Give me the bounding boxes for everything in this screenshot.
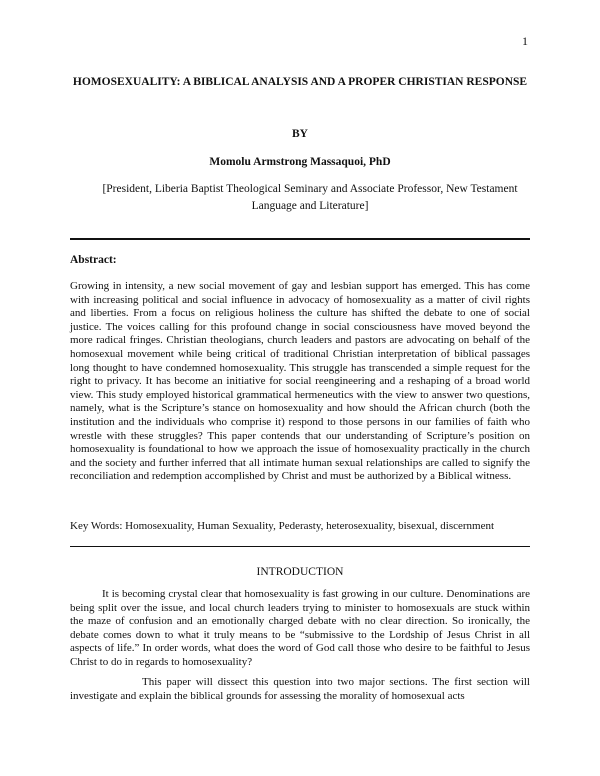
section-divider-thick: [70, 238, 530, 240]
page-number: 1: [522, 34, 528, 48]
author-affiliation: [President, Liberia Baptist Theological Seminary and Associate Professor, New Testament Language and Literature]: [102, 183, 518, 212]
abstract-heading: Abstract:: [70, 254, 117, 266]
paper-title: HOMOSEXUALITY: A BIBLICAL ANALYSIS AND A PROPER CHRISTIAN RESPONSE: [72, 76, 528, 88]
introduction-heading: INTRODUCTION: [256, 566, 344, 578]
author-name: Momolu Armstrong Massaquoi, PhD: [209, 156, 391, 168]
keywords: Key Words: Homosexuality, Human Sexuality, Pederasty, heterosexuality, bisexual, discernment: [70, 520, 495, 532]
abstract-body: Growing in intensity, a new social movement of gay and lesbian support has emerged. This has come with increasing political and social influence in advocacy of homosexuality as a matter of civil rights and liberties. From a focus on religious holiness the culture has shifted the debate to one of social justice. The voices calling for this profound change in social consciousness have moved beyond the more radical fringes. Christian theologians, church leaders and pastors are advocating on behalf of the homosexual movement while being critical of traditional Christian interpretation of biblical passages long thought to have condemned homosexuality. This struggle has transcended a simple request for the right to privacy. It has become an initiative for social reengineering and a reshaping of a broad world view. This study employed historical grammatical hermeneutics with the view to answer two questions, namely, what is the Scripture’s stance on homosexuality and how should the African church (both the institution and the individuals who comprise it) respond to those persons in our families of faith who wrestle with these struggles? This paper contends that our understanding of Scripture’s position on homosexuality is foundational to how we approach the issue of homosexuality practically in the church and the society and further inferred that all intimate human sexual relationships are called to signify the reconciliation and redemption accomplished by Christ and must be authorized by a Biblical witness.: [70, 280, 530, 483]
section-divider-thin: [70, 546, 530, 547]
introduction-paragraph-2: This paper will dissect this question into two major sections. The first section will investigate and explain the biblical grounds for assessing the morality of homosexual acts: [70, 676, 530, 702]
introduction-paragraph-1: It is becoming crystal clear that homosexuality is fast growing in our culture. Denominations are being split over the issue, and local church leaders trying to minister to homosexuals are stuck within the maze of confusion and an emotionally charged debate with no clear direction. So ironically, the debate comes down to what it truly means to be “submissive to the Lordship of Jesus Christ in all aspects of life.” In order words, what does the word of God call those who desire to be faithful to Jesus Christ to do in regards to homosexuality?: [70, 588, 530, 668]
by-line: BY: [292, 128, 308, 140]
